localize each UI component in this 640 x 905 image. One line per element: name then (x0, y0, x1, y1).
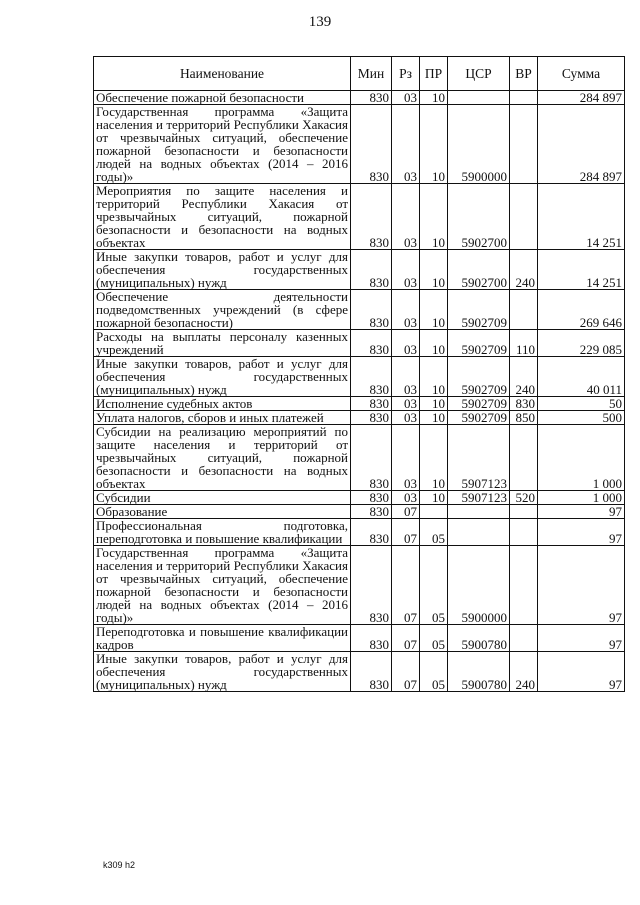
cell-name: Расходы на выплаты персоналу казенных учреждений (94, 330, 351, 357)
table-row (94, 491, 625, 505)
cell-min: 830 (351, 290, 392, 330)
cell-rz: 03 (392, 91, 420, 105)
cell-sum: 1 000 (538, 491, 625, 505)
cell-sum: 284 897 (538, 91, 625, 105)
cell-rz: 07 (392, 505, 420, 519)
cell-min: 830 (351, 505, 392, 519)
cell-name: Профессиональная подготовка, переподготовка и повышение квалификации (94, 519, 351, 546)
cell-sum: 97 (538, 546, 625, 625)
cell-sum: 284 897 (538, 105, 625, 184)
cell-vr (510, 519, 538, 546)
cell-min: 830 (351, 652, 392, 692)
cell-min: 830 (351, 105, 392, 184)
cell-sum: 269 646 (538, 290, 625, 330)
cell-min: 830 (351, 184, 392, 250)
cell-name: Субсидии на реализацию мероприятий по защите населения и территорий от чрезвычайных ситуаций, пожарной безопасности и безопасности на водных объектах (94, 425, 351, 491)
cell-vr (510, 184, 538, 250)
cell-pr: 05 (420, 652, 448, 692)
table-row (94, 250, 625, 290)
cell-min: 830 (351, 491, 392, 505)
cell-csr: 5907123 (448, 425, 510, 491)
cell-min: 830 (351, 425, 392, 491)
cell-rz: 03 (392, 184, 420, 250)
cell-min: 830 (351, 91, 392, 105)
cell-csr: 5900780 (448, 625, 510, 652)
cell-csr: 5902709 (448, 397, 510, 411)
cell-rz: 03 (392, 397, 420, 411)
cell-vr: 240 (510, 357, 538, 397)
header-csr: ЦСР (448, 57, 510, 91)
cell-vr (510, 91, 538, 105)
cell-name: Государственная программа «Защита населения и территорий Республики Хакасия от чрезвычайных ситуаций, обеспечение пожарной безопасности и безопасности людей на водных объектах (2014 – 2016 годы)» (94, 105, 351, 184)
cell-vr: 520 (510, 491, 538, 505)
cell-name: Уплата налогов, сборов и иных платежей (94, 411, 351, 425)
cell-min: 830 (351, 330, 392, 357)
header-min: Мин (351, 57, 392, 91)
header-name: Наименование (94, 57, 351, 91)
cell-rz: 07 (392, 546, 420, 625)
cell-name: Государственная программа «Защита населения и территорий Республики Хакасия от чрезвычайных ситуаций, обеспечение пожарной безопасности и безопасности людей на водных объектах (2014 – 2016 годы)» (94, 546, 351, 625)
table-row (94, 330, 625, 357)
cell-vr: 240 (510, 652, 538, 692)
cell-csr: 5900000 (448, 546, 510, 625)
cell-sum: 500 (538, 411, 625, 425)
cell-name: Иные закупки товаров, работ и услуг для обеспечения государственных (муниципальных) нужд (94, 357, 351, 397)
cell-csr: 5902709 (448, 330, 510, 357)
cell-csr: 5902709 (448, 357, 510, 397)
cell-min: 830 (351, 546, 392, 625)
cell-csr (448, 505, 510, 519)
cell-vr (510, 290, 538, 330)
cell-min: 830 (351, 397, 392, 411)
cell-vr (510, 546, 538, 625)
cell-name: Образование (94, 505, 351, 519)
cell-rz: 03 (392, 357, 420, 397)
table-row (94, 652, 625, 692)
cell-name: Субсидии (94, 491, 351, 505)
cell-sum: 97 (538, 625, 625, 652)
cell-sum: 97 (538, 519, 625, 546)
footer-code: k309 h2 (103, 860, 136, 870)
table-row (94, 357, 625, 397)
cell-rz: 03 (392, 250, 420, 290)
cell-min: 830 (351, 357, 392, 397)
cell-name: Обеспечение пожарной безопасности (94, 91, 351, 105)
cell-vr (510, 425, 538, 491)
cell-pr: 05 (420, 546, 448, 625)
table-row (94, 105, 625, 184)
cell-pr: 05 (420, 625, 448, 652)
cell-min: 830 (351, 411, 392, 425)
cell-name: Иные закупки товаров, работ и услуг для обеспечения государственных (муниципальных) нужд (94, 250, 351, 290)
cell-pr: 10 (420, 105, 448, 184)
cell-vr: 830 (510, 397, 538, 411)
cell-pr: 10 (420, 250, 448, 290)
cell-rz: 03 (392, 425, 420, 491)
cell-pr: 10 (420, 290, 448, 330)
cell-rz: 03 (392, 491, 420, 505)
cell-vr: 240 (510, 250, 538, 290)
cell-csr: 5900780 (448, 652, 510, 692)
cell-min: 830 (351, 625, 392, 652)
cell-vr (510, 625, 538, 652)
cell-name: Иные закупки товаров, работ и услуг для обеспечения государственных (муниципальных) нужд (94, 652, 351, 692)
cell-csr: 5900000 (448, 105, 510, 184)
cell-sum: 50 (538, 397, 625, 411)
cell-rz: 03 (392, 290, 420, 330)
table-row (94, 546, 625, 625)
cell-sum: 229 085 (538, 330, 625, 357)
cell-csr: 5902700 (448, 184, 510, 250)
cell-rz: 07 (392, 625, 420, 652)
cell-pr: 10 (420, 397, 448, 411)
cell-sum: 97 (538, 652, 625, 692)
cell-name: Переподготовка и повышение квалификации кадров (94, 625, 351, 652)
header-vr: ВР (510, 57, 538, 91)
header-sum: Сумма (538, 57, 625, 91)
cell-sum: 97 (538, 505, 625, 519)
table-row (94, 290, 625, 330)
header-pr: ПР (420, 57, 448, 91)
table-header-row (94, 57, 625, 91)
table-row (94, 397, 625, 411)
table-row (94, 184, 625, 250)
cell-rz: 07 (392, 519, 420, 546)
cell-csr: 5907123 (448, 491, 510, 505)
table-row (94, 91, 625, 105)
cell-vr: 850 (510, 411, 538, 425)
cell-sum: 14 251 (538, 250, 625, 290)
cell-csr: 5902700 (448, 250, 510, 290)
cell-name: Мероприятия по защите населения и территорий Республики Хакасия от чрезвычайных ситуаций, пожарной безопасности и безопасности на водных объектах (94, 184, 351, 250)
cell-pr (420, 505, 448, 519)
cell-csr (448, 519, 510, 546)
cell-rz: 07 (392, 652, 420, 692)
cell-csr: 5902709 (448, 290, 510, 330)
table-row (94, 625, 625, 652)
table-body (94, 91, 625, 692)
cell-pr: 10 (420, 357, 448, 397)
cell-sum: 1 000 (538, 425, 625, 491)
cell-pr: 10 (420, 330, 448, 357)
cell-pr: 10 (420, 184, 448, 250)
cell-min: 830 (351, 250, 392, 290)
cell-sum: 40 011 (538, 357, 625, 397)
table-row (94, 519, 625, 546)
cell-pr: 05 (420, 519, 448, 546)
cell-pr: 10 (420, 491, 448, 505)
cell-name: Обеспечение деятельности подведомственных учреждений (в сфере пожарной безопасности) (94, 290, 351, 330)
table-row (94, 411, 625, 425)
cell-rz: 03 (392, 330, 420, 357)
cell-vr: 110 (510, 330, 538, 357)
cell-pr: 10 (420, 91, 448, 105)
cell-vr (510, 105, 538, 184)
cell-csr: 5902709 (448, 411, 510, 425)
budget-table (93, 56, 625, 692)
cell-pr: 10 (420, 411, 448, 425)
table-row (94, 505, 625, 519)
cell-rz: 03 (392, 105, 420, 184)
cell-sum: 14 251 (538, 184, 625, 250)
cell-min: 830 (351, 519, 392, 546)
cell-csr (448, 91, 510, 105)
header-rz: Рз (392, 57, 420, 91)
page-number: 139 (308, 14, 332, 30)
cell-name: Исполнение судебных актов (94, 397, 351, 411)
cell-rz: 03 (392, 411, 420, 425)
cell-vr (510, 505, 538, 519)
cell-pr: 10 (420, 425, 448, 491)
table-row (94, 425, 625, 491)
